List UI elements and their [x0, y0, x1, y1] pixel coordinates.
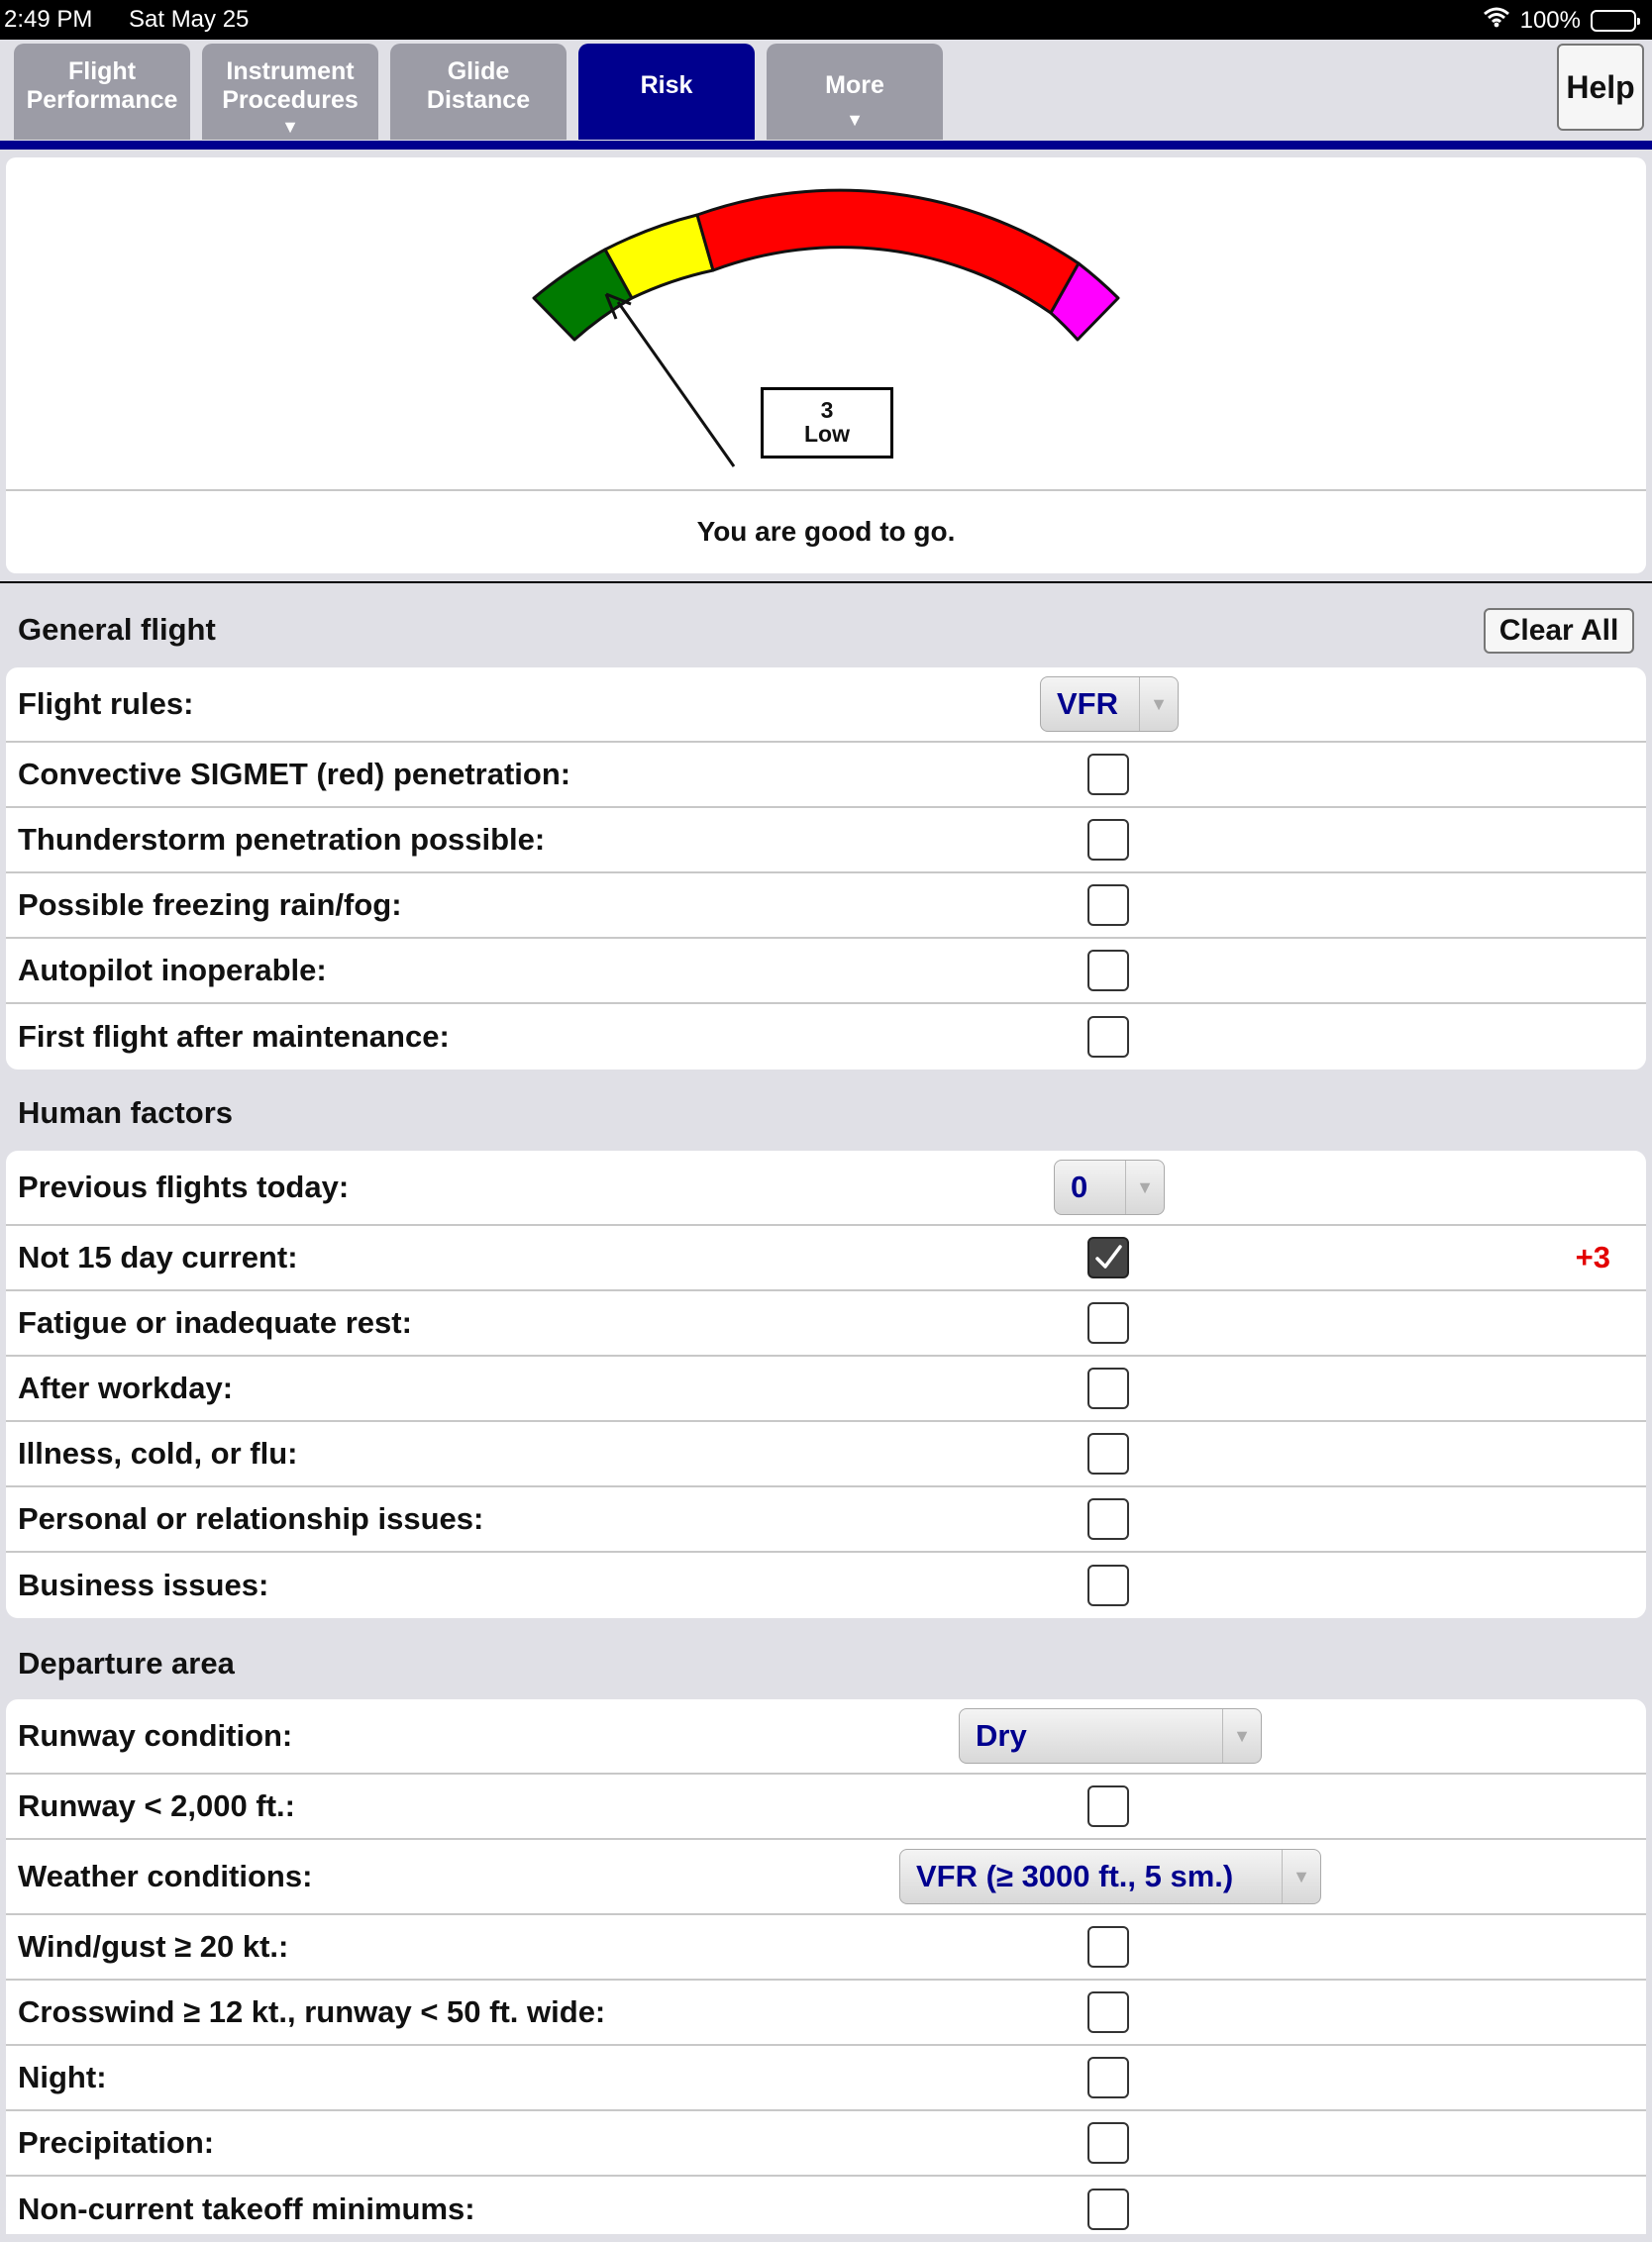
risk-level: Low [804, 421, 850, 447]
risk-gauge-card [6, 157, 1646, 573]
help-button[interactable]: Help [1557, 44, 1644, 131]
status-date: Sat May 25 [129, 6, 250, 33]
row-thunderstorm [6, 808, 1646, 873]
row-fatigue [6, 1291, 1646, 1357]
dropdown-arrow-icon: ▼ [846, 110, 864, 130]
row-weather-conditions [6, 1840, 1646, 1915]
tab-label: Distance [426, 86, 531, 114]
row-runway-condition [6, 1699, 1646, 1775]
row-label: Possible freezing rain/fog: [18, 887, 402, 922]
autopilot-checkbox[interactable] [1087, 950, 1129, 991]
status-bar [0, 0, 1652, 40]
crosswind-checkbox[interactable] [1087, 1991, 1129, 2033]
select-value: VFR (≥ 3000 ft., 5 sm.) [916, 1859, 1234, 1893]
row-autopilot [6, 939, 1646, 1004]
select-value: VFR [1057, 686, 1118, 721]
row-label: Illness, cold, or flu: [18, 1436, 298, 1471]
risk-score: 3 [820, 397, 834, 423]
row-maintenance [6, 1004, 1646, 1070]
tab-bar [0, 40, 1652, 141]
row-label: Crosswind ≥ 12 kt., runway < 50 ft. wide: [18, 1994, 606, 2029]
row-label: Not 15 day current: [18, 1240, 298, 1274]
human-factors-group [6, 1151, 1646, 1618]
chevron-down-icon: ▼ [1222, 1709, 1261, 1763]
tab-flight-performance[interactable] [14, 44, 190, 140]
tab-label: Glide [447, 57, 510, 85]
row-business-issues [6, 1553, 1646, 1618]
tab-instrument-procedures[interactable] [202, 44, 378, 140]
tab-label: More [825, 71, 884, 99]
tab-label: Procedures [222, 86, 359, 114]
row-label: Weather conditions: [18, 1859, 313, 1893]
tab-underline [0, 141, 1652, 150]
row-freezing-rain [6, 873, 1646, 939]
row-label: Fatigue or inadequate rest: [18, 1305, 412, 1340]
weather-conditions-select[interactable] [899, 1849, 1321, 1904]
precipitation-checkbox[interactable] [1087, 2122, 1129, 2164]
after-workday-checkbox[interactable] [1087, 1368, 1129, 1409]
partial-row-checkbox[interactable] [1087, 2189, 1129, 2230]
row-label: Night: [18, 2060, 107, 2094]
flight-rules-select[interactable] [1040, 676, 1179, 732]
gauge-needle [606, 294, 734, 466]
row-label: Previous flights today: [18, 1170, 350, 1204]
row-partial [6, 2177, 1646, 2242]
row-label: After workday: [18, 1371, 234, 1405]
row-label: Autopilot inoperable: [18, 953, 327, 987]
battery-percent: 100% [1519, 6, 1581, 34]
thunderstorm-checkbox[interactable] [1087, 819, 1129, 861]
divider [0, 581, 1652, 583]
row-label: Business issues: [18, 1568, 269, 1602]
tab-glide-distance[interactable] [390, 44, 567, 140]
general-flight-group [6, 667, 1646, 1070]
runway-short-checkbox[interactable] [1087, 1785, 1129, 1827]
runway-condition-select[interactable] [959, 1708, 1262, 1764]
row-precipitation [6, 2111, 1646, 2177]
gauge-segment-red [697, 190, 1079, 313]
row-night [6, 2046, 1646, 2111]
row-runway-short [6, 1775, 1646, 1840]
illness-checkbox[interactable] [1087, 1433, 1129, 1475]
chevron-down-icon: ▼ [1139, 677, 1178, 731]
risk-score-box [761, 387, 893, 459]
row-label: Wind/gust ≥ 20 kt.: [18, 1929, 289, 1964]
tab-more[interactable] [767, 44, 943, 140]
section-title-departure-area: Departure area [18, 1646, 235, 1681]
select-value: Dry [976, 1718, 1027, 1753]
row-label: Flight rules: [18, 686, 194, 721]
row-label: Runway condition: [18, 1718, 293, 1753]
dropdown-arrow-icon: ▼ [281, 117, 299, 137]
tab-risk[interactable] [578, 44, 755, 140]
row-crosswind [6, 1981, 1646, 2046]
departure-area-group [6, 1699, 1646, 2234]
row-flight-rules [6, 667, 1646, 743]
row-illness [6, 1422, 1646, 1487]
row-label: Runway < 2,000 ft.: [18, 1788, 295, 1823]
section-title-human-factors: Human factors [18, 1095, 234, 1130]
row-label: First flight after maintenance: [18, 1019, 450, 1054]
row-label: Precipitation: [18, 2125, 215, 2160]
row-label: Convective SIGMET (red) penetration: [18, 757, 571, 791]
chevron-down-icon: ▼ [1125, 1161, 1164, 1214]
chevron-down-icon: ▼ [1282, 1850, 1320, 1903]
previous-flights-select[interactable] [1054, 1160, 1165, 1215]
fatigue-checkbox[interactable] [1087, 1302, 1129, 1344]
row-label: Personal or relationship issues: [18, 1501, 484, 1536]
tab-label: Performance [26, 86, 178, 114]
wifi-icon [1483, 6, 1510, 35]
row-wind-gust [6, 1915, 1646, 1981]
risk-points: +3 [1575, 1240, 1610, 1274]
business-issues-checkbox[interactable] [1087, 1565, 1129, 1606]
convective-sigmet-checkbox[interactable] [1087, 754, 1129, 795]
night-checkbox[interactable] [1087, 2057, 1129, 2098]
not-current-checkbox[interactable] [1087, 1237, 1129, 1278]
divider [6, 489, 1646, 491]
section-title-general-flight: General flight [18, 612, 216, 647]
row-convective-sigmet [6, 743, 1646, 808]
battery-icon [1591, 10, 1636, 32]
status-time: 2:49 PM [4, 6, 93, 33]
personal-issues-checkbox[interactable] [1087, 1498, 1129, 1540]
tab-label: Instrument [226, 57, 355, 85]
wind-gust-checkbox[interactable] [1087, 1926, 1129, 1968]
row-label: Non-current takeoff minimums: [18, 2191, 475, 2226]
tab-label: Risk [640, 71, 693, 99]
row-previous-flights [6, 1151, 1646, 1226]
risk-message: You are good to go. [696, 516, 956, 547]
checkmark-icon [1091, 1241, 1125, 1274]
freezing-rain-checkbox[interactable] [1087, 884, 1129, 926]
tab-label: Flight [67, 57, 137, 85]
select-value: 0 [1071, 1170, 1088, 1204]
row-after-workday [6, 1357, 1646, 1422]
maintenance-checkbox[interactable] [1087, 1016, 1129, 1058]
row-personal-issues [6, 1487, 1646, 1553]
row-not-current [6, 1226, 1646, 1291]
row-label: Thunderstorm penetration possible: [18, 822, 546, 857]
clear-all-button[interactable]: Clear All [1484, 608, 1634, 654]
